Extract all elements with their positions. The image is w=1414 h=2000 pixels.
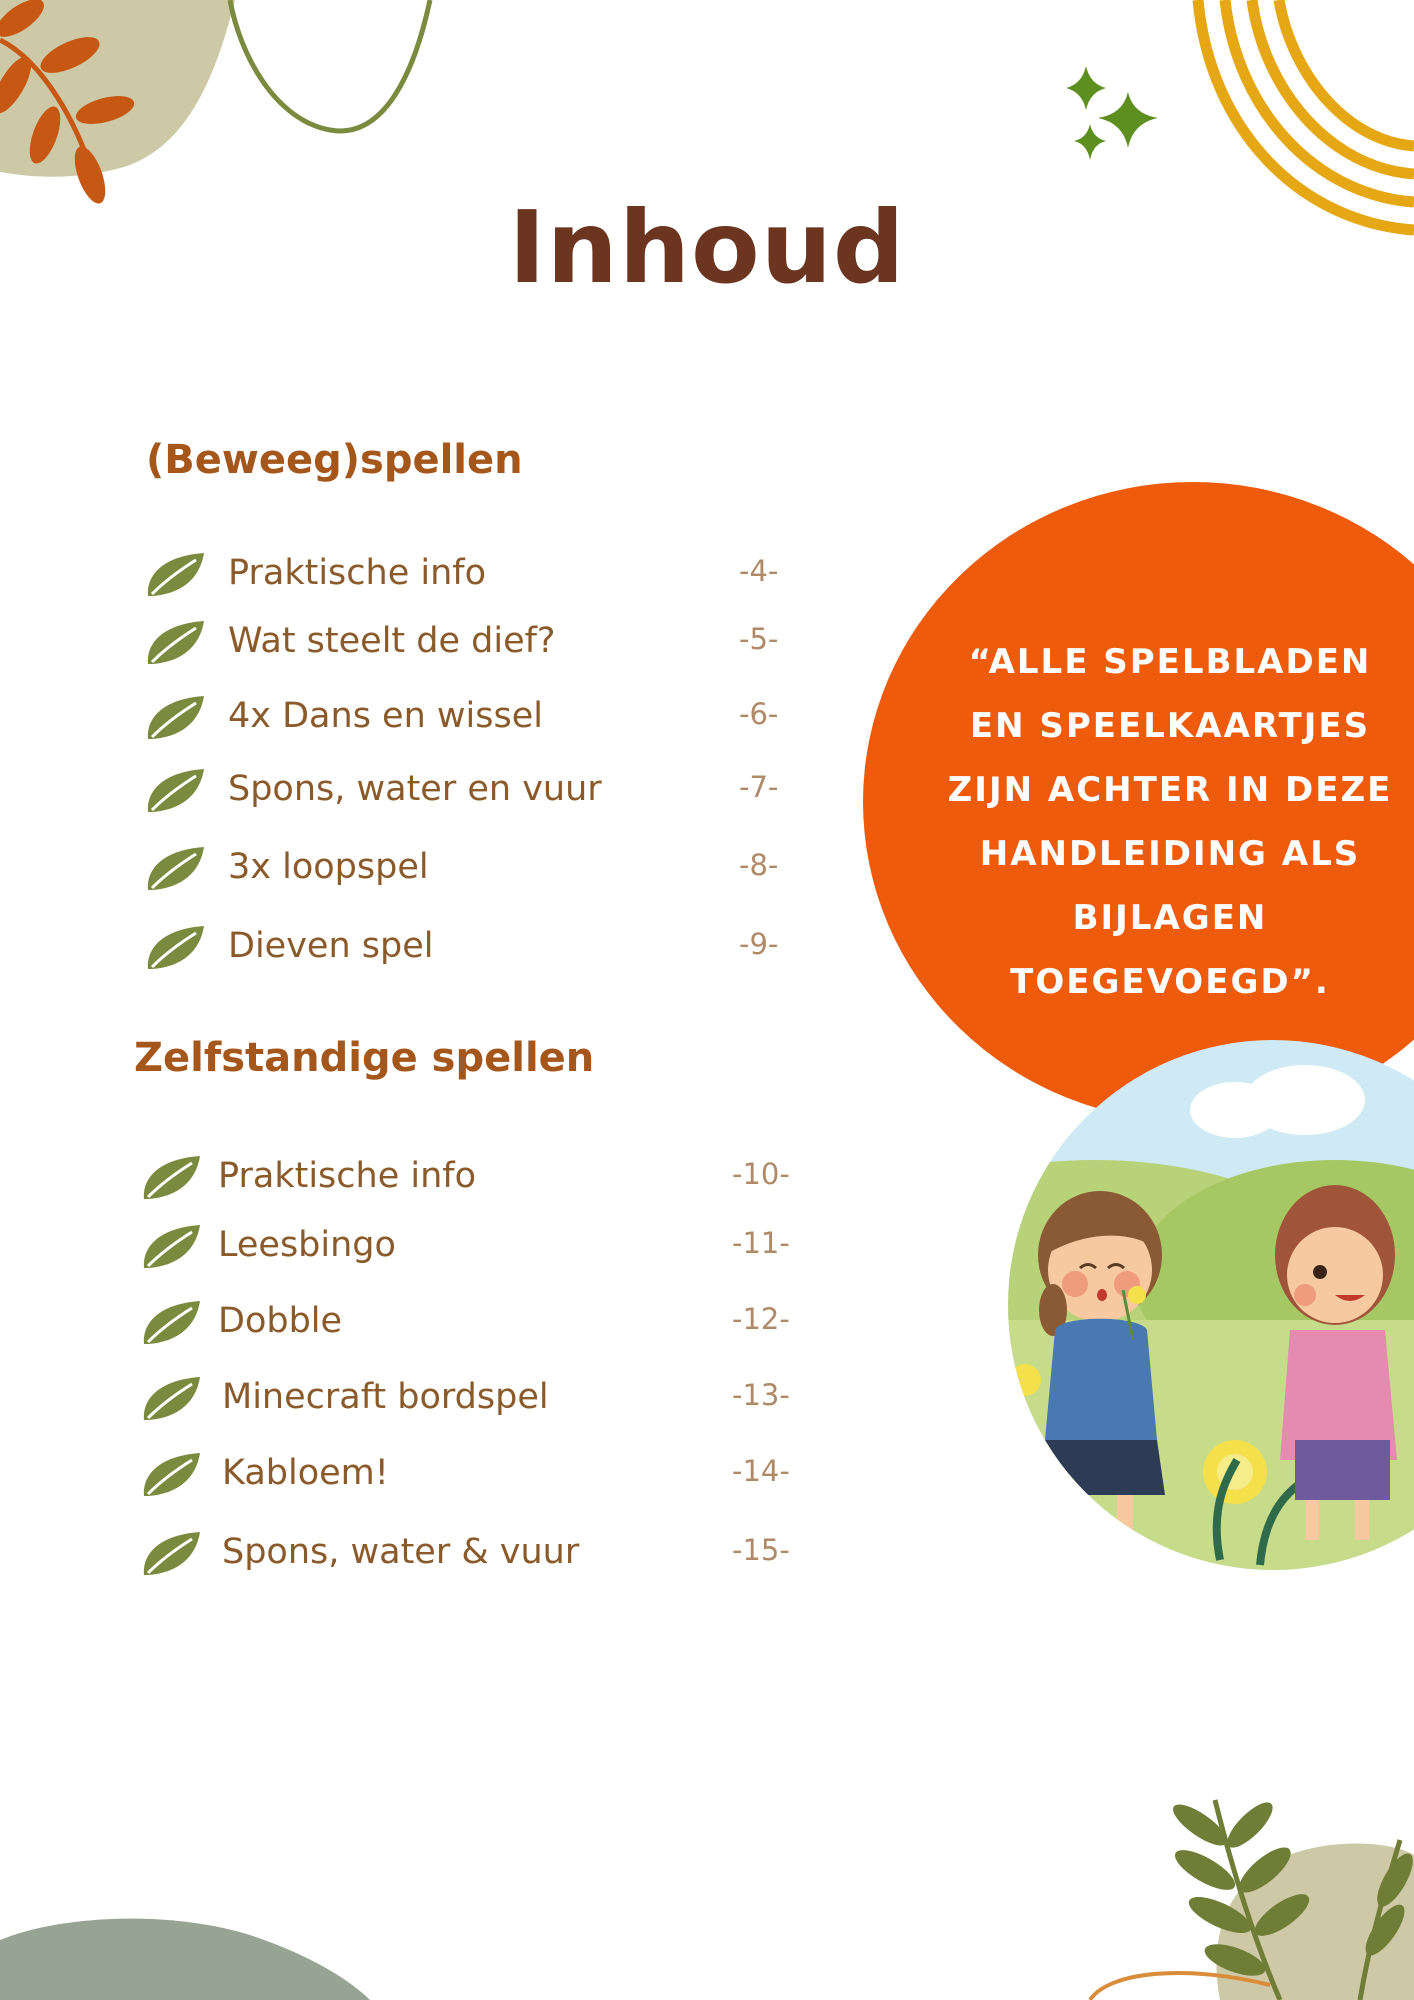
toc-entry — [144, 546, 819, 606]
callout-text — [905, 630, 1414, 1014]
leaf-icon — [140, 1374, 202, 1424]
toc-entry-page-number: -7- — [739, 770, 779, 804]
leaf-icon — [140, 1153, 202, 1203]
leaf-icon — [144, 618, 206, 668]
toc-entry-label: Leesbingo — [218, 1225, 396, 1265]
leaf-icon — [144, 693, 206, 743]
toc-entry-page-number: -6- — [739, 697, 779, 731]
toc-entry — [144, 762, 819, 822]
toc-entry — [144, 919, 819, 979]
toc-entry-page-number: -12- — [732, 1302, 790, 1336]
section-heading-zelfstandige-spellen: Zelfstandige spellen — [134, 1035, 595, 1081]
toc-entry-label: Wat steelt de dief? — [228, 621, 556, 661]
toc-entry — [140, 1446, 812, 1506]
leaf-icon — [144, 923, 206, 973]
leaf-icon — [140, 1450, 202, 1500]
callout-line: HANDLEIDING ALS — [979, 834, 1361, 874]
callout-line: ZIJN ACHTER IN DEZE — [947, 770, 1393, 810]
sparkle-icon — [1060, 62, 1170, 172]
toc-entry — [144, 689, 819, 749]
bottom-left-decoration — [0, 1900, 400, 2000]
toc-entry — [140, 1149, 812, 1209]
callout-line: TOEGEVOEGD”. — [1010, 962, 1330, 1002]
toc-entry-label: Spons, water & vuur — [222, 1532, 580, 1572]
toc-entry-label: Minecraft bordspel — [222, 1377, 549, 1417]
children-dandelion-illustration — [1005, 1040, 1414, 1570]
toc-entry-page-number: -13- — [732, 1378, 790, 1412]
toc-entry — [144, 614, 819, 674]
toc-entry — [144, 840, 819, 900]
leaf-icon — [140, 1222, 202, 1272]
toc-entry-label: Spons, water en vuur — [228, 769, 602, 809]
toc-entry-page-number: -15- — [732, 1533, 790, 1567]
toc-entry-page-number: -8- — [739, 848, 779, 882]
toc-entry — [140, 1370, 812, 1430]
toc-entry-label: 3x loopspel — [228, 847, 429, 887]
page-title: Inhoud — [508, 189, 906, 306]
toc-entry-page-number: -10- — [732, 1157, 790, 1191]
leaf-icon — [144, 844, 206, 894]
callout-line: BIJLAGEN — [1072, 898, 1268, 938]
toc-entry-page-number: -4- — [739, 554, 779, 588]
toc-entry-label: Praktische info — [228, 553, 487, 593]
toc-entry-page-number: -11- — [732, 1226, 790, 1260]
toc-entry-label: Kabloem! — [222, 1453, 389, 1493]
toc-entry — [140, 1294, 812, 1354]
section-heading-beweegspellen: (Beweeg)spellen — [146, 437, 523, 483]
leaf-icon — [144, 766, 206, 816]
toc-entry-label: Dobble — [218, 1301, 343, 1341]
toc-entry-page-number: -5- — [739, 622, 779, 656]
leaf-icon — [140, 1298, 202, 1348]
callout-line: EN SPEELKAARTJES — [969, 706, 1371, 746]
leaf-icon — [144, 550, 206, 600]
leaf-icon — [140, 1529, 202, 1579]
toc-entry-label: Dieven spel — [228, 926, 434, 966]
toc-entry-label: Praktische info — [218, 1156, 477, 1196]
toc-entry — [140, 1218, 812, 1278]
toc-entry — [140, 1525, 812, 1585]
toc-entry-label: 4x Dans en wissel — [228, 696, 543, 736]
callout-line: “ALLE SPELBLADEN — [968, 642, 1372, 682]
toc-entry-page-number: -14- — [732, 1454, 790, 1488]
toc-entry-page-number: -9- — [739, 927, 779, 961]
bottom-right-decoration — [1070, 1780, 1414, 2000]
